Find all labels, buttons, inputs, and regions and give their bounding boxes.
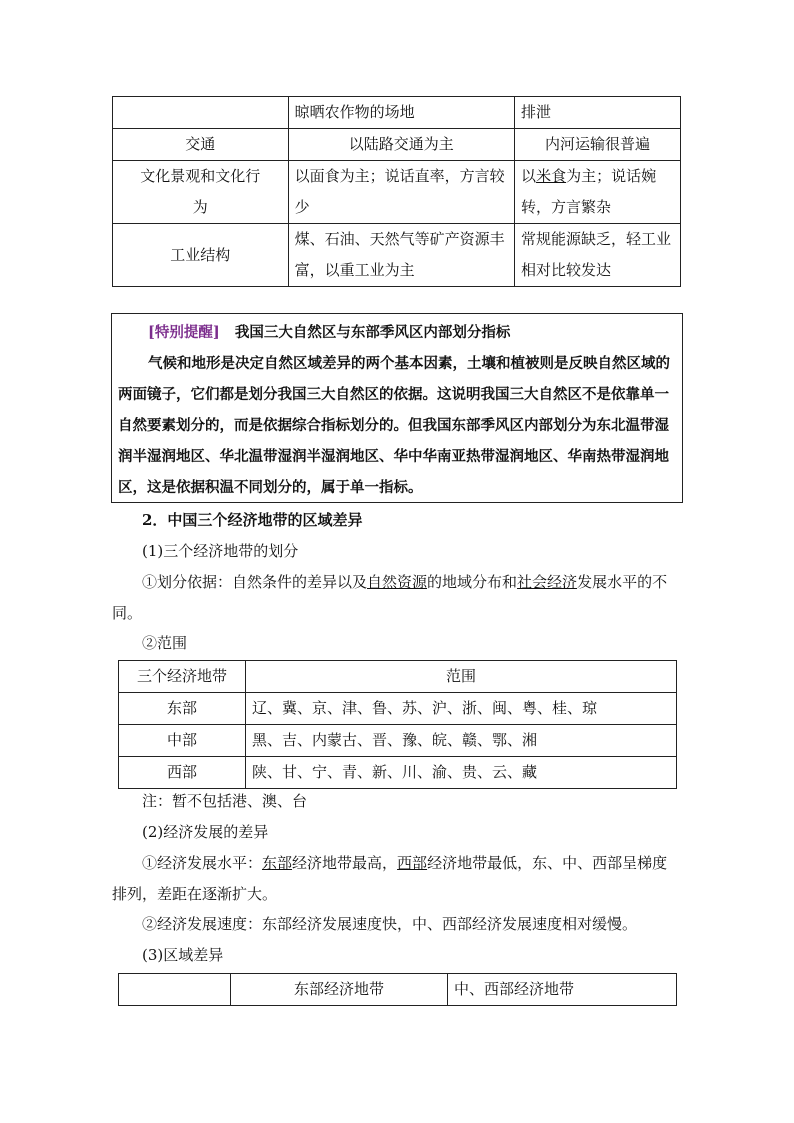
text: 经济地带最低，东、中、西部呈梯度排列，差距在逐渐扩大。	[112, 854, 668, 903]
table-row	[119, 725, 677, 757]
table-cell: 辽、冀、京、津、鲁、苏、沪、浙、闽、粤、桂、琼	[246, 693, 677, 725]
text: 发展水平的不同。	[112, 573, 668, 622]
table-row	[113, 129, 681, 161]
subsection-title: (2)经济发展的差异	[142, 823, 269, 841]
underlined-text: 自然资源	[367, 573, 428, 591]
table-header-cell	[119, 974, 231, 1006]
table-row	[119, 757, 677, 789]
underlined-text: 米食	[536, 167, 567, 185]
underlined-text: 社会经济	[517, 573, 578, 591]
comparison-table-top	[112, 96, 681, 287]
subsection-title: (1)三个经济地带的划分	[142, 542, 299, 560]
underlined-text: 东部	[262, 854, 293, 872]
table-cell	[113, 97, 289, 129]
table-header-cell: 东部经济地带	[231, 974, 448, 1006]
economic-zones-table	[118, 660, 677, 789]
table-cell: 文化景观和文化行为	[113, 161, 289, 224]
cell-text: 为主；说话婉转，方言繁杂	[521, 167, 657, 216]
table-cell: 东部	[119, 693, 246, 725]
table-cell: 中部	[119, 725, 246, 757]
table-cell: 以面食为主；说话直率，方言较少	[288, 161, 514, 224]
table-cell: 排泄	[515, 97, 681, 129]
table-cell: 煤、石油、天然气等矿产资源丰富，以重工业为主	[288, 224, 514, 287]
section-title: 2．中国三个经济地带的区域差异	[142, 511, 363, 529]
note-body: 气候和地形是决定自然区域差异的两个基本因素，土壤和植被则是反映自然区域的两面镜子，它们都是划分我国三大自然区的依据。这说明我国三大自然区不是依靠单一自然要素划分的，而是依据综合指标划分的。但我国东部季风区内部划分为东北温带湿润半湿润地区、华北温带湿润半湿润地区、华中华南亚热带湿润地区、华南热带湿润地区，这是依据积温不同划分的，属于单一指标。	[118, 355, 670, 496]
footnote: 注：暂不包括港、澳、台	[142, 792, 308, 810]
table-cell: 工业结构	[113, 224, 289, 287]
table-cell: 内河运输很普遍	[515, 129, 681, 161]
table-cell	[515, 161, 681, 224]
regional-difference-table	[118, 973, 677, 1006]
text: ①经济发展水平：	[142, 854, 263, 872]
underlined-text: 西部	[397, 854, 428, 872]
table-header-cell: 三个经济地带	[119, 661, 246, 693]
basis-paragraph	[112, 567, 682, 629]
table-header-row	[119, 661, 677, 693]
table-cell: 陕、甘、宁、青、新、川、渝、贵、云、藏	[246, 757, 677, 789]
table-cell: 常规能源缺乏，轻工业相对比较发达	[515, 224, 681, 287]
level-paragraph	[112, 848, 682, 910]
text: ①划分依据：自然条件的差异以及	[142, 573, 368, 591]
subsection-title: (3)区域差异	[142, 946, 224, 964]
table-cell: 黑、吉、内蒙古、晋、豫、皖、赣、鄂、湘	[246, 725, 677, 757]
table-cell: 以陆路交通为主	[288, 129, 514, 161]
cell-text: 以	[521, 167, 537, 185]
table-header-row	[119, 974, 677, 1006]
range-label: ②范围	[142, 634, 188, 652]
table-row	[113, 224, 681, 287]
table-cell: 晾晒农作物的场地	[288, 97, 514, 129]
table-row	[119, 693, 677, 725]
text: 经济地带最高，	[292, 854, 398, 872]
note-tag: [特别提醒]	[148, 324, 220, 341]
text: 的地域分布和	[427, 573, 518, 591]
table-header-cell: 范围	[246, 661, 677, 693]
special-reminder-box	[111, 313, 683, 503]
table-cell: 交通	[113, 129, 289, 161]
speed-paragraph: ②经济发展速度：东部经济发展速度快，中、西部经济发展速度相对缓慢。	[142, 915, 638, 933]
table-cell: 西部	[119, 757, 246, 789]
note-heading	[118, 317, 676, 348]
table-row	[113, 161, 681, 224]
table-row	[113, 97, 681, 129]
table-header-cell: 中、西部经济地带	[448, 974, 677, 1006]
note-title: 我国三大自然区与东部季风区内部划分指标	[234, 324, 511, 341]
